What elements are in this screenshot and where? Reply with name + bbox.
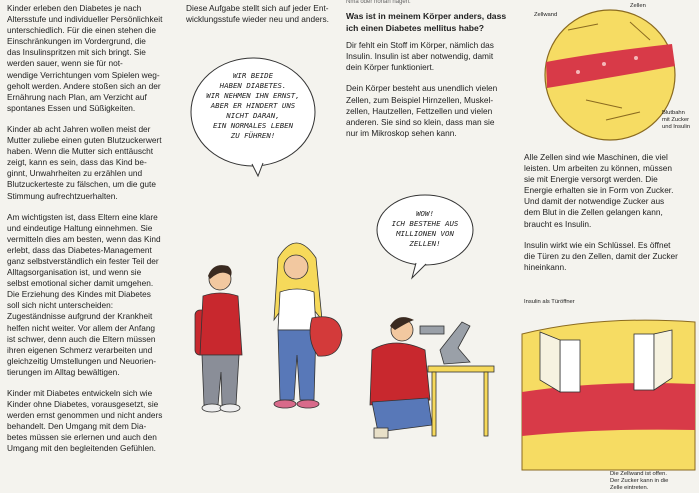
boy-at-microscope-illustration	[370, 317, 494, 438]
paragraph: Am wichtigsten ist, dass Eltern eine klare und eindeutige Haltung einnehmen. Sie vermitteln dies am besten, wenn das Kind erlebt, dass das Diabetes-Management ganz selbstverständlich ein fester Teil der Alltagsorganisation ist, und wenn sie selbst emotional sicher damit umgehen. Die Erziehung des Kindes mit Diabetes soll sich nicht unterscheiden: Zugeständnisse aufgrund der Krankheit helfen nicht weiter. Vor allem der Anfang ist schwer, denn auch die Eltern müssen ihren eigenen Schmerz verarbeiten und gleichzeitig Umstellungen und Neuorien- tierungen im Alltag bewältigen.	[7, 211, 161, 377]
paragraph: Kinder ab acht Jahren wollen meist der Mutter zuliebe einen guten Blutzuckerwert haben. Wenn die Mutter sich enttäuscht zeigt, kann es sein, dass das Kind be- ginnt, Unwahrheiten zu erzählen und Blutzuckerteste zu fälschen, um die gute Stimmung aufrechtzuerhalten.	[7, 123, 162, 201]
paragraph: Dir fehlt ein Stoff im Körper, nämlich das Insulin. Insulin ist aber notwendig, damit dein Körper funktioniert.	[346, 40, 494, 73]
boy-illustration	[195, 265, 242, 412]
insulin-door-illustration	[522, 320, 695, 470]
section-heading: Was ist in meinem Körper anders, dass ich einen Diabetes mellitus habe?	[346, 11, 507, 33]
paragraph: Alle Zellen sind wie Maschinen, die viel leisten. Um arbeiten zu können, müssen sie mit Energie versorgt werden. Die Energie erhalten sie in Form von Zucker. Und damit der notwendige Zucker aus dem Blut in die Zellen gelangen kann, braucht es Insulin.	[524, 152, 674, 229]
label-zellwand-offen: Die Zellwand ist offen. Der Zucker kann in die Zelle eintreten.	[610, 471, 669, 491]
label-insulin-tueroeffner: Insulin als Türöffner	[524, 299, 575, 305]
speech-text-parents: WIR BEIDE HABEN DIABETES. WIR NEHMEN IHN ERNST, ABER ER HINDERT UNS NICHT DARAN, EIN NORMALES LEBEN ZU FÜHREN!	[206, 71, 300, 140]
paragraph: Kinder mit Diabetes entwickeln sich wie Kinder ohne Diabetes, vorausgesetzt, sie werden ernst genommen und nicht anders behandelt. Den Umgang mit dem Dia- betes müssen sie erlernen und auch den Umgang mit den begleitenden Gefühlen.	[7, 388, 163, 454]
label-zellen: Zellen	[630, 3, 646, 9]
paragraph: Kinder erleben den Diabetes je nach Altersstufe und individueller Persönlichkeit unterschiedlich. Für die einen stehen die Einschränkungen im Vordergrund, die das Insulinspritzen mit sich bringt. Sie werden sauer, wenn sie für not- wendige Verrichtungen vom Spielen weg- geholt werden. Andere stoßen sich an der Ernährung nach Plan, am Verzicht auf spontanes Essen und Süßigkeiten.	[7, 3, 163, 113]
paragraph: Dein Körper besteht aus unendlich vielen Zellen, zum Beispiel Hirnzellen, Muskel- zellen, Hautzellen, Fettzellen und vielen anderen. Sie sind so klein, dass man sie nur im Mikroskop sehen kann.	[346, 83, 498, 138]
speech-text-microscope: WOW! ICH BESTEHE AUS MILLIONEN VON ZELLEN!	[391, 209, 459, 248]
paragraph: Insulin wirkt wie ein Schlüssel. Es öffnet die Türen zu den Zellen, damit der Zucker hineinkann.	[524, 239, 678, 272]
cut-off-text-fragment: Nma oder nonan nagen.	[346, 0, 411, 5]
paragraph: Diese Aufgabe stellt sich auf jeder Ent- wicklungsstufe wieder neu und anders.	[186, 3, 329, 25]
cell-illustration	[545, 10, 675, 140]
label-blutbahn: Blutbahn mit Zucker und Insulin	[662, 110, 691, 130]
label-zellwand: Zellwand	[534, 12, 558, 18]
girl-illustration	[274, 243, 342, 408]
